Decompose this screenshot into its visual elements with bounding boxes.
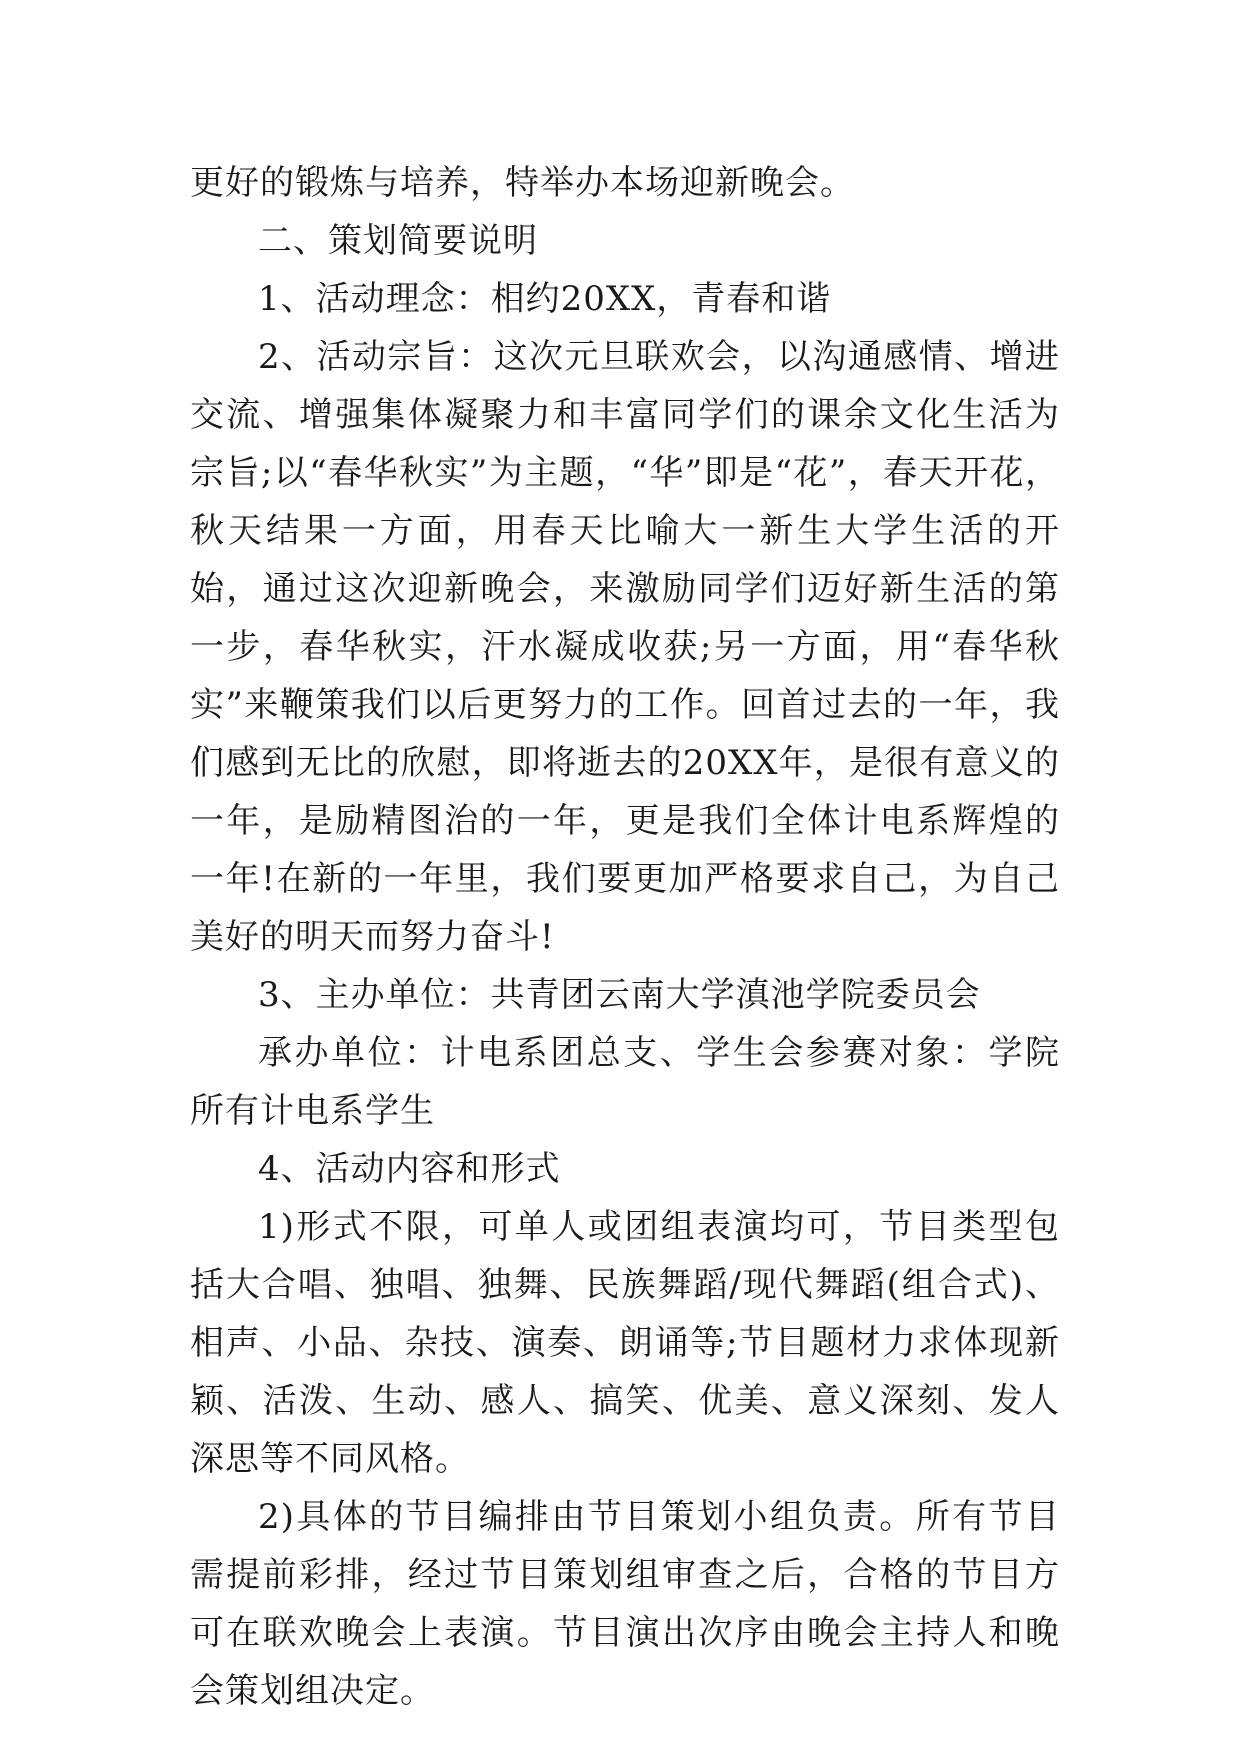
- document-body: [190, 154, 1060, 1720]
- section-heading-content-form: 4、活动内容和形式: [258, 1149, 561, 1189]
- paragraph-continuation: 更好的锻炼与培养，特举办本场迎新晚会。: [190, 163, 855, 203]
- section-heading-planning-summary: 二、策划简要说明: [258, 221, 538, 261]
- paragraph-program-arrangement: 2)具体的节目编排由节目策划小组负责。所有节目需提前彩排，经过节目策划组审查之后，合格的节目方可在联欢晚会上表演。节目演出次序由晚会主持人和晚会策划组决定。: [190, 1497, 1060, 1711]
- paragraph-co-organizer: 承办单位：计电系团总支、学生会参赛对象：学院所有计电系学生: [190, 1033, 1060, 1131]
- paragraph-activity-purpose: 2、活动宗旨：这次元旦联欢会，以沟通感情、增进交流、增强集体凝聚力和丰富同学们的课余文化生活为宗旨;以“春华秋实”为主题，“华”即是“花”，春天开花，秋天结果一方面，用春天比喻大一新生大学生活的开始，通过这次迎新晚会，来激励同学们迈好新生活的第一步，春华秋实，汗水凝成收获;另一方面，用“春华秋实”来鞭策我们以后更努力的工作。回首过去的一年，我们感到无比的欣慰，即将逝去的20XX年，是很有意义的一年，是励精图治的一年，更是我们全体计电系辉煌的一年!在新的一年里，我们要更加严格要求自己，为自己美好的明天而努力奋斗!: [190, 337, 1060, 957]
- paragraph-activity-concept: 1、活动理念：相约20XX，青春和谐: [258, 279, 832, 319]
- paragraph-form-unlimited: 1)形式不限，可单人或团组表演均可，节目类型包括大合唱、独唱、独舞、民族舞蹈/现代舞蹈(组合式)、相声、小品、杂技、演奏、朗诵等;节目题材力求体现新颖、活泼、生动、感人、搞笑、优美、意义深刻、发人深思等不同风格。: [190, 1207, 1060, 1479]
- paragraph-organizer: 3、主办单位：共青团云南大学滇池学院委员会: [258, 975, 981, 1015]
